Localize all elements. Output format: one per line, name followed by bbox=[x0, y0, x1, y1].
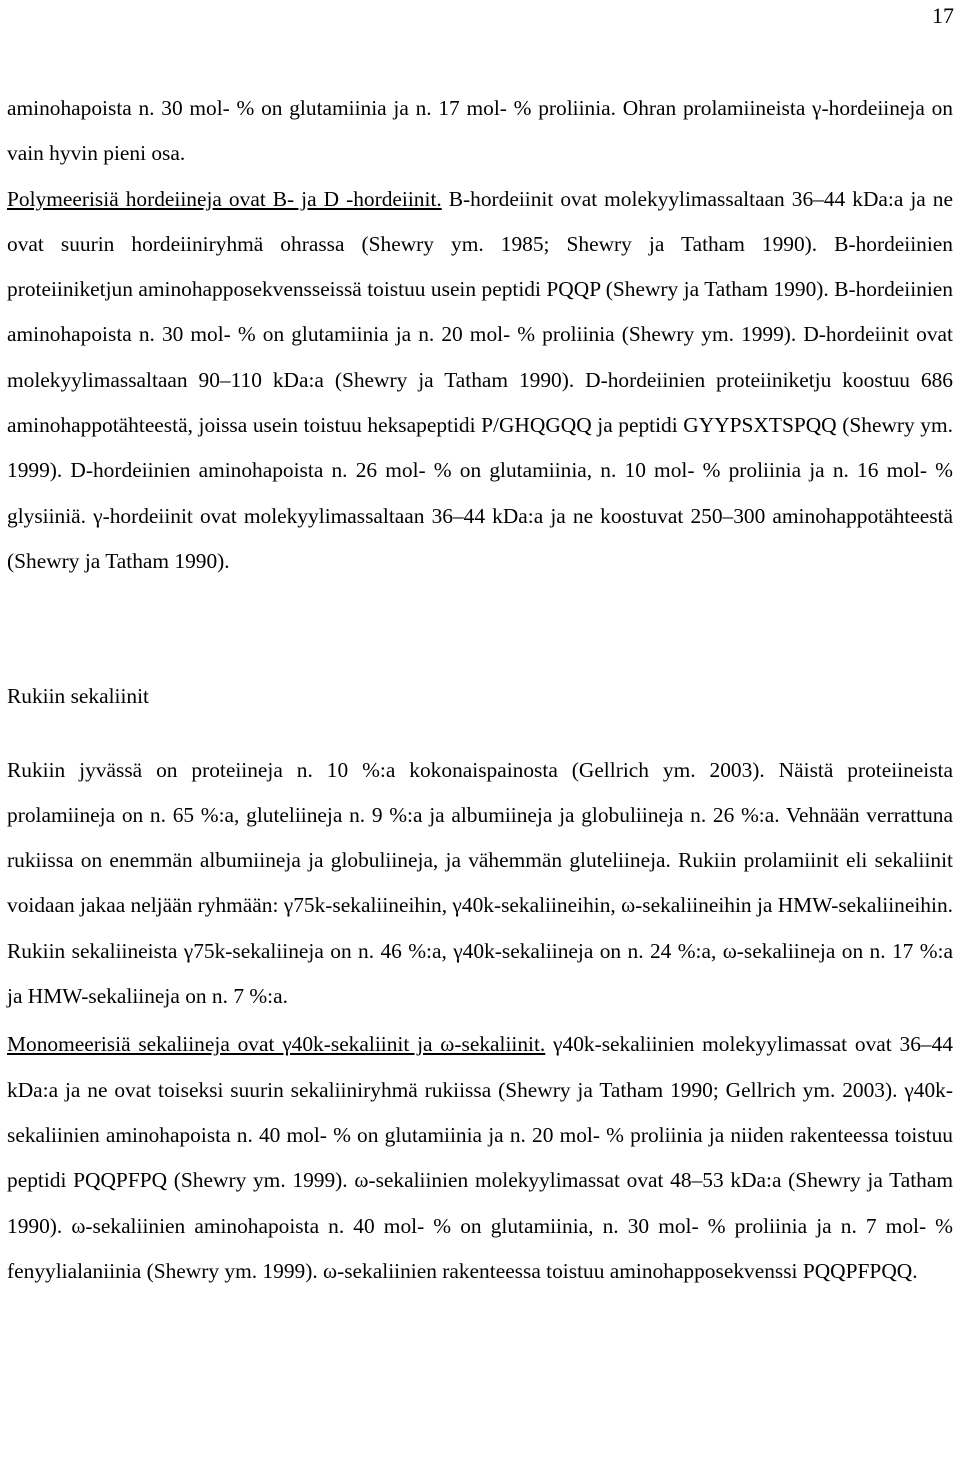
paragraph-text: γ40k-sekaliinien molekyylimassat ovat 36–44 kDa:a ja ne ovat toiseksi suurin sekaliiniryhmä rukiissa (Shewry ja Tatham 1990; Gellrich ym. 2003). γ40k-sekaliinien aminohapoista n. 40 mol- % on glutamiinia ja n. 20 mol- % proliinia ja niiden rakenteessa toistuu peptidi PQQPFPQ (Shewry ym. 1999). ω-sekaliinien molekyylimassat ovat 48–53 kDa:a (Shewry ja Tatham 1990). ω-sekaliinien aminohapoista n. 40 mol- % on glutamiinia, n. 30 mol- % proliinia ja n. 7 mol- % fenyylialaniinia (Shewry ym. 1999). ω-sekaliinien rakenteessa toistuu aminohapposekvenssi PQQPFPQQ. bbox=[7, 1032, 953, 1283]
section-heading: Rukiin sekaliinit bbox=[7, 684, 150, 709]
paragraph-text: Rukiin jyvässä on proteiineja n. 10 %:a kokonaispainosta (Gellrich ym. 2003). Näistä proteiineista prolamiineja on n. 65 %:a, gluteliineja n. 9 %:a ja albumiineja ja globuliineja n. 26 %:a. Vehnään verrattuna rukiissa on enemmän albumiineja ja globuliineja, ja vähemmän gluteliineja. Rukiin prolamiinit eli sekaliinit voidaan jakaa neljään ryhmään: γ75k-sekaliineihin, γ40k-sekaliineihin, ω-sekaliineihin ja HMW-sekaliineihin. Rukiin sekaliineista γ75k-sekaliineja on n. 46 %:a, γ40k-sekaliineja on n. 24 %:a, ω-sekaliineja on n. 17 %:a ja HMW-sekaliineja on n. 7 %:a. bbox=[7, 757, 953, 1009]
underlined-lead: Monomeerisiä sekaliineja ovat γ40k-sekaliinit ja ω-sekaliinit. bbox=[7, 1032, 546, 1057]
paragraph-hordein-intro bbox=[7, 86, 953, 177]
paragraph-rye-proteins bbox=[7, 748, 953, 1020]
paragraph-polymeric-hordeins bbox=[7, 177, 953, 585]
paragraph-text: B-hordeiinit ovat molekyylimassaltaan 36–44 kDa:a ja ne ovat suurin hordeiiniryhmä ohrassa (Shewry ym. 1985; Shewry ja Tatham 1990). B-hordeiinien proteiiniketjun aminohapposekvensseissä toistuu usein peptidi PQQP (Shewry ja Tatham 1990). B-hordeiinien aminohapoista n. 30 mol- % on glutamiinia ja n. 20 mol- % proliinia (Shewry ym. 1999). D-hordeiinit ovat molekyylimassaltaan 90–110 kDa:a (Shewry ja Tatham 1990). D-hordeiinien proteiiniketju koostuu 686 aminohappotähteestä, joissa usein toistuu heksapeptidi P/GHQGQQ ja peptidi GYYPSXTSPQQ (Shewry ym. 1999). D-hordeiinien aminohapoista n. 26 mol- % on glutamiinia, n. 10 mol- % proliinia ja n. 16 mol- % glysiiniä. γ-hordeiinit ovat molekyylimassaltaan 36–44 kDa:a ja ne koostuvat 250–300 aminohappotähteestä (Shewry ja Tatham 1990). bbox=[7, 186, 953, 573]
document-body bbox=[7, 86, 953, 1294]
underlined-lead: Polymeerisiä hordeiineja ovat B- ja D -hordeiinit. bbox=[7, 186, 442, 211]
paragraph-monomeric-secalins bbox=[7, 1022, 953, 1294]
page-number: 17 bbox=[932, 3, 954, 28]
paragraph-text: aminohapoista n. 30 mol- % on glutamiinia ja n. 17 mol- % proliinia. Ohran prolamiineista γ-hordeiineja on vain hyvin pieni osa. bbox=[7, 96, 953, 166]
